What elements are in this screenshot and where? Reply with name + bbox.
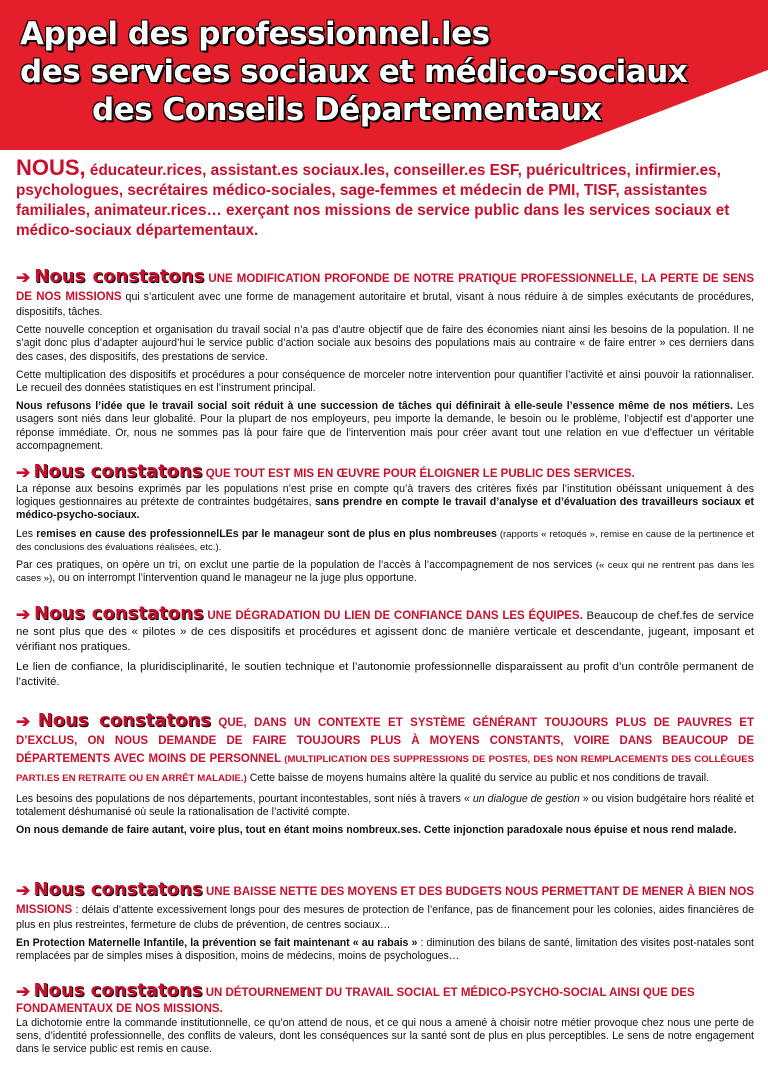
section-1-p4-bold: Nous refusons l’idée que le travail social soit réduit à une succession de tâches qui définirait à elle-seule l’essence même de nos métiers.	[16, 400, 733, 413]
section-4-heading-small: (MULTIPLICATION DES SUPPRESSIONS DE POSTES, DES NON REMPLACEMENTS DES COLLÈGUES PARTI.ES EN RETRAITE OU EN ARRÊT MALADIE.)	[16, 754, 754, 784]
section-1-p2: Cette nouvelle conception et organisation du travail social n’a pas d’autre objectif que de faire des économies niant ainsi les besoins de la population. Il ne s’agit donc plus d’adapter aujourd’hui le service public d’action sociale aux besoins des populations mais au contraire « de faire entrer » ces derniers dans des cases, des dispositifs, des prestations de service.	[16, 324, 754, 363]
section-2-p2-small: (rapports « retoqués », remise en cause de la pertinence et des conclusions des évaluations réalisées, etc.).	[16, 528, 754, 553]
intro-text: éducateur.rices, assistant.es sociaux.les, conseiller.es ESF, puéricultrices, infirmier.es, psychologues, secrétaires médico-sociales, sage-femmes et médecin de PMI, TISF, assistantes familiales, animateur.rices… exerçant nos missions de service public dans les services sociaux et médico-sociaux départementaux.	[16, 162, 730, 239]
nous-constatons-label: Nous constatons	[33, 879, 203, 900]
section-2-p1-bold: sans prendre en compte le travail d’analyse et d’évaluation des travailleurs sociaux et médico-psycho-sociaux.	[16, 496, 755, 522]
title-line-1: Appel des professionnel.les	[20, 16, 490, 52]
section-2-p2-bold: remises en cause des professionnelLEs par le manageur sont de plus en plus nombreuses	[36, 527, 497, 540]
nous-constatons-label: Nous constatons	[33, 980, 203, 1001]
section-2-p3-end: , ou on interrompt l’intervention quand le manageur ne la juge plus opportune.	[52, 572, 417, 585]
intro-paragraph	[16, 155, 754, 241]
arrow-icon: ➔	[16, 982, 31, 1001]
section-4-p2-b: » ou vision budgétaire hors réalité et totalement déshumanisé où seule la rationalisation de l’activité compte.	[16, 793, 754, 819]
section-1-p1: qui s’articulent avec une forme de management autoritaire et brutal, visant à nous réduire à de simples exécutants de procédures, dispositifs, tâches.	[16, 291, 754, 318]
section-5-p2: : diminution des bilans de santé, limitation des visites post-natales sont remplacées par de simples mises à disposition, moins de médecins, moins de psychologues…	[16, 937, 754, 963]
section-4-p2-italic: un dialogue de gestion	[472, 793, 580, 805]
section-heading	[16, 980, 754, 1017]
section-1-p3: Cette multiplication des dispositifs et procédures a pour conséquence de morceler notre intervention pour quantifier l’activité et ainsi pouvoir la rationnaliser. Le recueil des données statistiques en est l’instrument principal.	[16, 368, 754, 395]
section-heading	[16, 463, 754, 483]
title-line-2: des services sociaux et médico-sociaux	[20, 54, 688, 90]
header-banner	[0, 0, 768, 160]
nous-constatons-label: Nous constatons	[34, 603, 204, 624]
section-4-p2-a: Les besoins des populations de nos départements, pourtant incontestables, sont niés à travers «	[16, 793, 473, 805]
section-2	[16, 463, 754, 590]
arrow-icon: ➔	[16, 881, 31, 900]
section-4-p1: Cette baisse de moyens humains altère la qualité du service au public et nos conditions de travail.	[246, 772, 710, 784]
section-6	[16, 980, 754, 1062]
section-2-p1: La réponse aux besoins exprimés par les populations n’est prise en compte qu’à travers des critères fixés par l’institution obéissant uniquement à des logiques gestionnaires au prétexte de contraintes budgétaires,	[16, 483, 754, 509]
section-3-heading: UNE DÉGRADATION DU LIEN DE CONFIANCE DANS LES ÉQUIPES.	[203, 610, 583, 622]
section-6-p1: La dichotomie entre la commande institutionnelle, ce qu’on attend de nous, et ce qui nous a amené à choisir notre métier provoque chez nous une perte de sens, d’identité professionnelle, des conflits de valeurs, dont les conséquences sur la santé sont de plus en plus perceptibles. Le sens de notre engagement dans le service public est remis en cause.	[16, 1017, 754, 1056]
section-5-p1: : délais d’attente excessivement longs pour des mesures de protection de l’enfance, pas de financement pour les colonies, aides financières de plus en plus restreintes, fermeture de clubs de prévention, de centres sociaux…	[16, 904, 754, 931]
nous-constatons-label: Nous constatons	[37, 710, 211, 731]
arrow-icon: ➔	[16, 463, 31, 482]
section-6-heading: UN DÉTOURNEMENT DU TRAVAIL SOCIAL ET MÉDICO-PSYCHO-SOCIAL AINSI QUE DES FONDAMENTAUX DE NOS MISSIONS.	[16, 987, 695, 1015]
nous-constatons-label: Nous constatons	[33, 461, 203, 482]
section-5-p2-bold: En Protection Maternelle Infantile, la prévention se fait maintenant « au rabais »	[16, 937, 418, 950]
section-1	[16, 268, 754, 458]
arrow-icon: ➔	[16, 712, 31, 731]
section-4-heading: QUE, DANS UN CONTEXTE ET SYSTÈME GÉNÉRANT TOUJOURS PLUS DE PAUVRES ET D’EXCLUS, ON NOUS DEMANDE DE FAIRE TOUJOURS PLUS À MOYENS CONSTANTS, VOIRE DANS BEAUCOUP DE DÉPARTEMENTS AVEC MOINS DE PERSONNEL	[16, 717, 754, 765]
nous-constatons-label: Nous constatons	[34, 266, 205, 287]
title-line-3: des Conseils Départementaux	[92, 92, 602, 128]
section-3-p1: Beaucoup de chef.fes de service ne sont plus que des « pilotes » de ces dispositifs et procédures et agissent donc de manière verticale et descendante, jugeant, imposant et vérifiant nos pratiques.	[16, 610, 754, 653]
section-1-heading: UNE MODIFICATION PROFONDE DE NOTRE PRATIQUE PROFESSIONNELLE, LA PERTE DE SENS DE NOS MISSIONS	[16, 273, 754, 303]
section-5-heading: UNE BAISSE NETTE DES MOYENS ET DES BUDGETS NOUS PERMETTANT DE MENER À BIEN NOS MISSIONS	[16, 886, 754, 916]
intro-lead: NOUS,	[16, 155, 86, 180]
arrow-icon: ➔	[16, 268, 31, 287]
section-4-p3: On nous demande de faire autant, voire plus, tout en étant moins nombreux.ses. Cette injonction paradoxale nous épuise et nous rend malade.	[16, 824, 737, 837]
section-4	[16, 712, 754, 843]
section-3-p2: Le lien de confiance, la pluridisciplinarité, le soutien technique et l’autonomie professionnelle disparaissent au profit d’un contrôle permanent de l’activité.	[16, 661, 754, 688]
section-heading	[16, 603, 583, 624]
section-5	[16, 881, 754, 969]
section-2-p3-small: (« ceux qui ne rentrent pas dans les cases »)	[16, 560, 754, 585]
section-2-p2-a: Les	[16, 527, 37, 540]
section-2-heading: QUE TOUT EST MIS EN ŒUVRE POUR ÉLOIGNER LE PUBLIC DES SERVICES.	[202, 468, 635, 480]
section-3	[16, 605, 754, 695]
section-1-p4: Les usagers sont niés dans leur globalité. Pour la plupart de nos employeurs, peu importe la demande, le besoin ou le problème, l’objectif est d’apporter une réponse immédiate. Or, nous ne sommes pas là pour faire que de l’intervention mais pour créer avant tout une relation en vue d’effectuer un véritable accompagnement.	[16, 400, 754, 452]
arrow-icon: ➔	[16, 605, 31, 624]
section-2-p3: Par ces pratiques, on opère un tri, on exclut une partie de la population de l’accès à l’accompagnement de nos services	[16, 559, 593, 572]
